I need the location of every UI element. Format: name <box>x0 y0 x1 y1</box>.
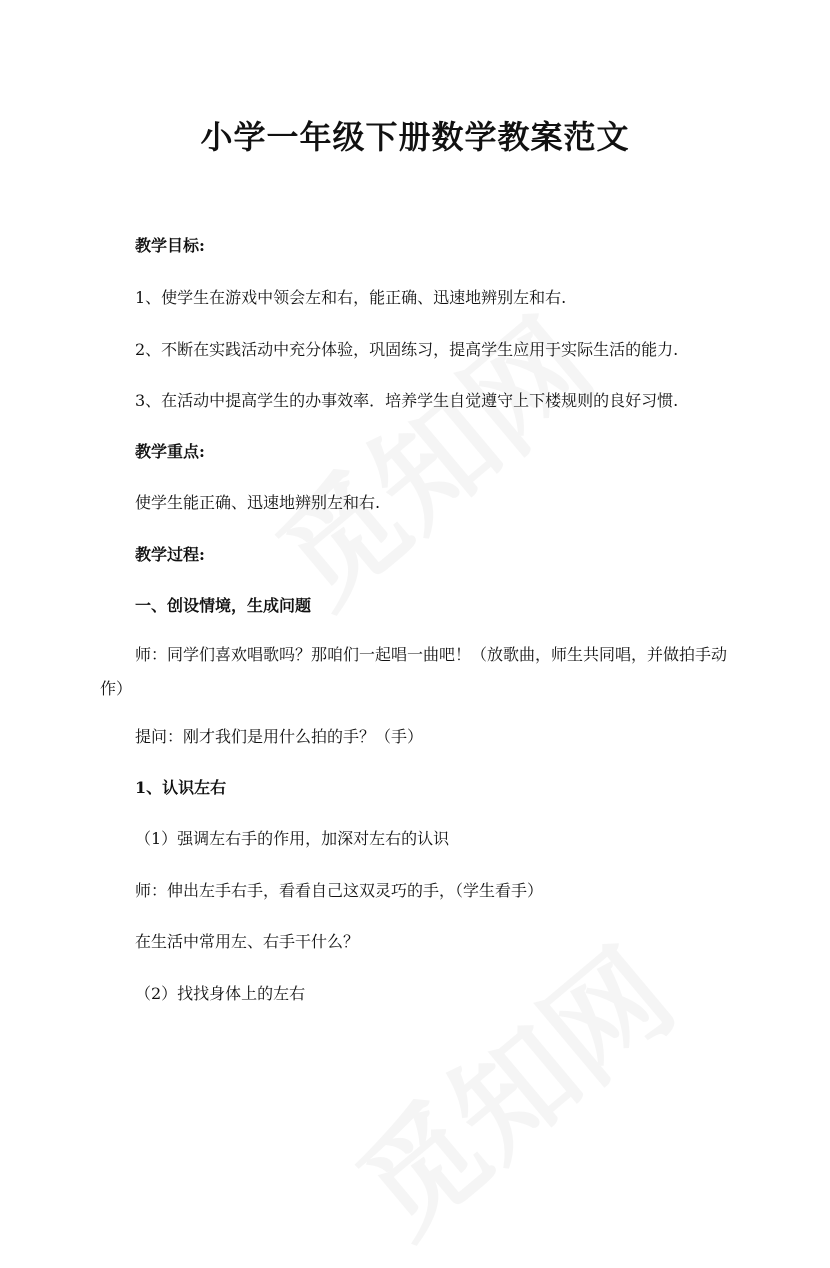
list-item-1: （1）强调左右手的作用，加深对左右的认识 <box>135 829 450 848</box>
goal-item-2: 2、不断在实践活动中充分体验，巩固练习，提高学生应用于实际生活的能力. <box>135 340 679 359</box>
subsection-heading-1: 1、认识左右 <box>135 778 227 797</box>
list-item-2: （2）找找身体上的左右 <box>135 984 306 1003</box>
question-paragraph-2: 在生活中常用左、右手干什么？ <box>135 932 360 951</box>
watermark <box>237 274 623 637</box>
document-title: 小学一年级下册数学教案范文 <box>200 118 630 156</box>
goals-heading: 教学目标: <box>135 236 205 255</box>
watermark-bottom <box>317 904 703 1267</box>
goal-item-3: 3、在活动中提高学生的办事效率．培养学生自觉遵守上下楼规则的良好习惯. <box>135 391 679 410</box>
key-points-text: 使学生能正确、迅速地辨别左和右. <box>135 493 381 512</box>
teacher-paragraph-1: 师：同学们喜欢唱歌吗？那咱们一起唱一曲吧！（放歌曲，师生共同唱，并做拍手动作） <box>100 645 728 698</box>
goal-item-1: 1、使学生在游戏中领会左和右，能正确、迅速地辨别左和右. <box>135 288 567 307</box>
question-paragraph-1: 提问：刚才我们是用什么拍的手？（手） <box>135 727 424 746</box>
key-points-heading: 教学重点: <box>135 442 205 461</box>
process-heading: 教学过程: <box>135 545 205 564</box>
teacher-paragraph-2: 师：伸出左手右手，看看自己这双灵巧的手，（学生看手） <box>135 881 544 900</box>
part-one-heading: 一、创设情境，生成问题 <box>135 596 312 615</box>
